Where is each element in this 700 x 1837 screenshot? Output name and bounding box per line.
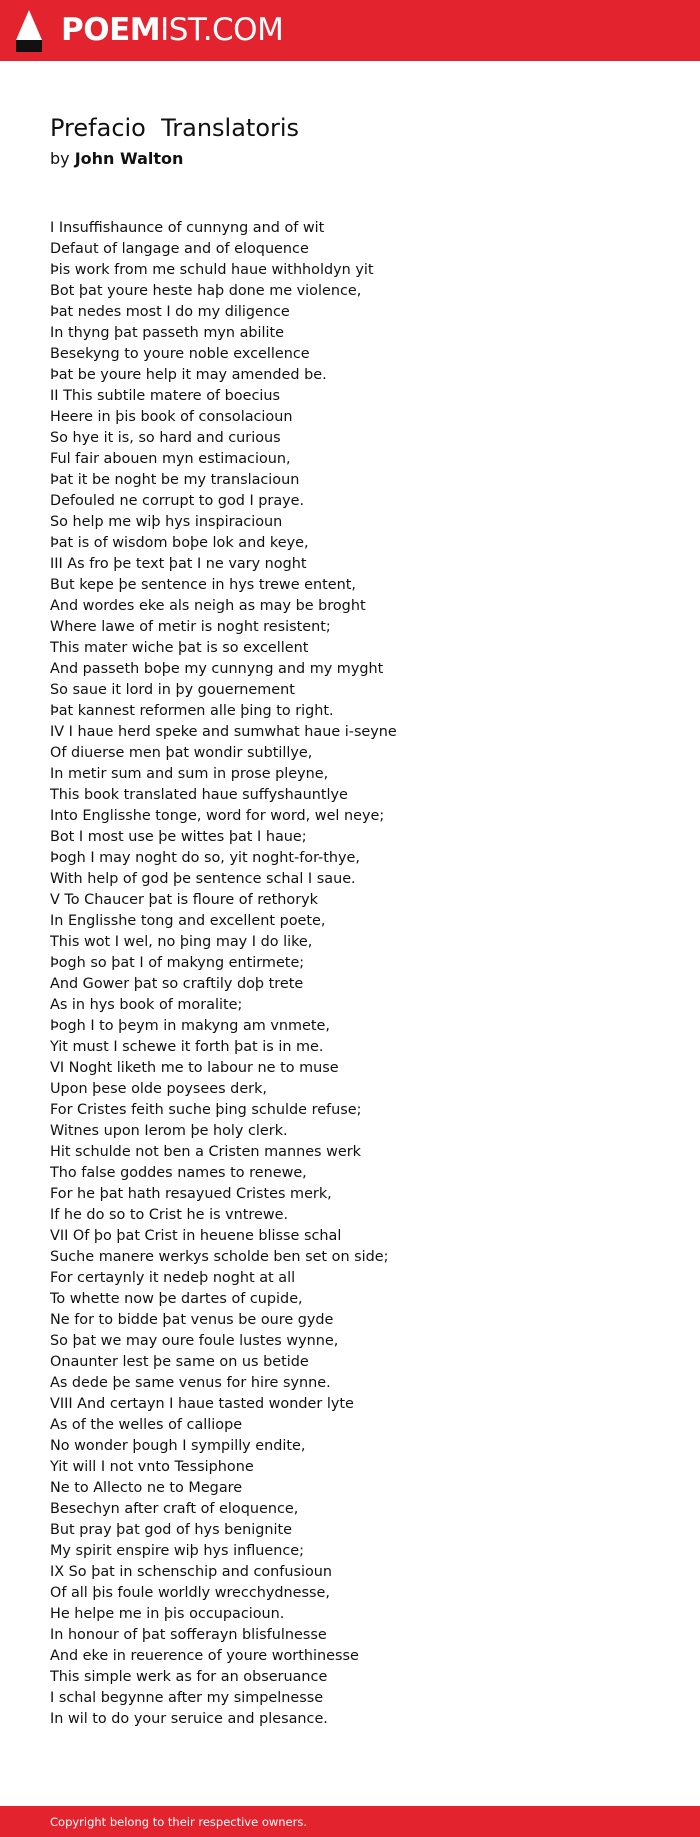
poem-line: I Insuffishaunce of cunnyng and of wit bbox=[50, 220, 325, 236]
poem-line: Heere in þis book of consolacioun bbox=[50, 409, 293, 425]
poem-line: In metir sum and sum in prose pleyne, bbox=[50, 766, 329, 782]
poem-line: Yit must I schewe it forth þat is in me. bbox=[50, 1039, 324, 1055]
poem-line: II This subtile matere of boecius bbox=[50, 388, 280, 404]
poem-line: Bot I most use þe wittes þat I haue; bbox=[50, 829, 307, 845]
poem-line: So þat we may oure foule lustes wynne, bbox=[50, 1333, 339, 1349]
poem-line: This simple werk as for an obseruance bbox=[50, 1669, 328, 1685]
poem-line: Of all þis foule worldly wrecchydnesse, bbox=[50, 1585, 330, 1601]
poem-line: And eke in reuerence of youre worthinesse bbox=[50, 1648, 359, 1664]
poem-line: So saue it lord in þy gouernement bbox=[50, 682, 295, 698]
brand-bold-text: POEM bbox=[61, 12, 161, 48]
poem-line: But pray þat god of hys benignite bbox=[50, 1522, 292, 1538]
poem-line: As in hys book of moralite; bbox=[50, 997, 243, 1013]
poem-line: Hit schulde not ben a Cristen mannes werk bbox=[50, 1144, 361, 1160]
poem-line: So help me wiþ hys inspiracioun bbox=[50, 514, 283, 530]
poem-line: Þat is of wisdom boþe lok and keye, bbox=[50, 535, 309, 551]
poem-line: For he þat hath resayued Cristes merk, bbox=[50, 1186, 332, 1202]
poem-line: Ne for to bidde þat venus be oure gyde bbox=[50, 1312, 334, 1328]
poem-line: III As fro þe text þat I ne vary noght bbox=[50, 556, 307, 572]
copyright-text: Copyright belong to their respective owners. bbox=[50, 1815, 308, 1829]
byline bbox=[50, 148, 183, 170]
poem-line: Þogh I may noght do so, yit noght-for-thye, bbox=[50, 850, 360, 866]
poem-line: Upon þese olde poysees derk, bbox=[50, 1081, 267, 1097]
poem-line: IX So þat in schenschip and confusioun bbox=[50, 1564, 333, 1580]
poem-line: Þogh I to þeym in makyng am vnmete, bbox=[50, 1018, 330, 1034]
poem-line: Yit will I not vnto Tessiphone bbox=[50, 1459, 254, 1475]
poem-line: Þis work from me schuld haue withholdyn yit bbox=[50, 262, 374, 278]
poem-line: In Englisshe tong and excellent poete, bbox=[50, 913, 326, 929]
poem-line: My spirit enspire wiþ hys influence; bbox=[50, 1543, 304, 1559]
poem-line: This book translated haue suffyshauntlye bbox=[50, 787, 348, 803]
poem-line: This wot I wel, no þing may I do like, bbox=[50, 934, 313, 950]
poem-line: VI Noght liketh me to labour ne to muse bbox=[50, 1060, 339, 1076]
site-logo[interactable] bbox=[61, 12, 283, 48]
brand-light-text: IST.COM bbox=[160, 12, 284, 48]
poem-line: VII Of þo þat Crist in heuene blisse schal bbox=[50, 1228, 342, 1244]
poem-line: Þat it be noght be my translacioun bbox=[50, 472, 300, 488]
poem-line: In wil to do your seruice and plesance. bbox=[50, 1711, 328, 1727]
poem-line: Witnes upon Ierom þe holy clerk. bbox=[50, 1123, 288, 1139]
poem-line: And passeth boþe my cunnyng and my myght bbox=[50, 661, 384, 677]
poem-line: And wordes eke als neigh as may be broght bbox=[50, 598, 366, 614]
poem-line: This mater wiche þat is so excellent bbox=[50, 640, 309, 656]
pencil-tip-icon[interactable] bbox=[16, 10, 42, 52]
poem-line: I schal begynne after my simpelnesse bbox=[50, 1690, 324, 1706]
poem-line: If he do so to Crist he is vntrewe. bbox=[50, 1207, 289, 1223]
poem-line: No wonder þough I sympilly endite, bbox=[50, 1438, 306, 1454]
poem-line: Defaut of langage and of eloquence bbox=[50, 241, 309, 257]
poem-line: Ful fair abouen myn estimacioun, bbox=[50, 451, 291, 467]
poem-line: Into Englisshe tonge, word for word, wel neye; bbox=[50, 808, 385, 824]
poem-line: In honour of þat sofferayn blisfulnesse bbox=[50, 1627, 327, 1643]
poem-line: In thyng þat passeth myn abilite bbox=[50, 325, 285, 341]
poem-line: Ne to Allecto ne to Megare bbox=[50, 1480, 243, 1496]
poem-line: Besekyng to youre noble excellence bbox=[50, 346, 310, 362]
site-header bbox=[0, 0, 700, 61]
poem-line: With help of god þe sentence schal I saue. bbox=[50, 871, 356, 887]
poem-line: Onaunter lest þe same on us betide bbox=[50, 1354, 309, 1370]
site-footer bbox=[0, 1806, 700, 1837]
poem-line: Suche manere werkys scholde ben set on side; bbox=[50, 1249, 389, 1265]
poem-line: Þogh so þat I of makyng entirmete; bbox=[50, 955, 305, 971]
poem-line: To whette now þe dartes of cupide, bbox=[50, 1291, 303, 1307]
poem-title: Prefacio Translatoris bbox=[50, 114, 300, 142]
poem-line: So hye it is, so hard and curious bbox=[50, 430, 281, 446]
poem-line: For Cristes feith suche þing schulde refuse; bbox=[50, 1102, 362, 1118]
poem-line: V To Chaucer þat is floure of rethoryk bbox=[50, 892, 318, 908]
poem-line: But kepe þe sentence in hys trewe entent, bbox=[50, 577, 356, 593]
poem-line: For certaynly it nedeþ noght at all bbox=[50, 1270, 296, 1286]
poem-line: Þat kannest reformen alle þing to right. bbox=[50, 703, 334, 719]
author-name[interactable]: John Walton bbox=[74, 149, 184, 168]
poem-line: Þat nedes most I do my diligence bbox=[50, 304, 290, 320]
poem-line: Defouled ne corrupt to god I praye. bbox=[50, 493, 305, 509]
poem-line: He helpe me in þis occupacioun. bbox=[50, 1606, 285, 1622]
poem-line: Tho false goddes names to renewe, bbox=[50, 1165, 307, 1181]
poem-line: Þat be youre help it may amended be. bbox=[50, 367, 327, 383]
poem-line: IV I haue herd speke and sumwhat haue i-seyne bbox=[50, 724, 397, 740]
poem-line: As dede þe same venus for hire synne. bbox=[50, 1375, 331, 1391]
poem-line: And Gower þat so craftily doþ trete bbox=[50, 976, 304, 992]
poem-line: Bot þat youre heste haþ done me violence, bbox=[50, 283, 362, 299]
poem-line: Of diuerse men þat wondir subtillye, bbox=[50, 745, 313, 761]
poem-body bbox=[50, 218, 397, 1730]
by-label: by bbox=[50, 149, 70, 168]
poem-line: VIII And certayn I haue tasted wonder lyte bbox=[50, 1396, 354, 1412]
poem-line: Where lawe of metir is noght resistent; bbox=[50, 619, 331, 635]
poem-line: Besechyn after craft of eloquence, bbox=[50, 1501, 299, 1517]
poem-line: As of the welles of calliope bbox=[50, 1417, 243, 1433]
